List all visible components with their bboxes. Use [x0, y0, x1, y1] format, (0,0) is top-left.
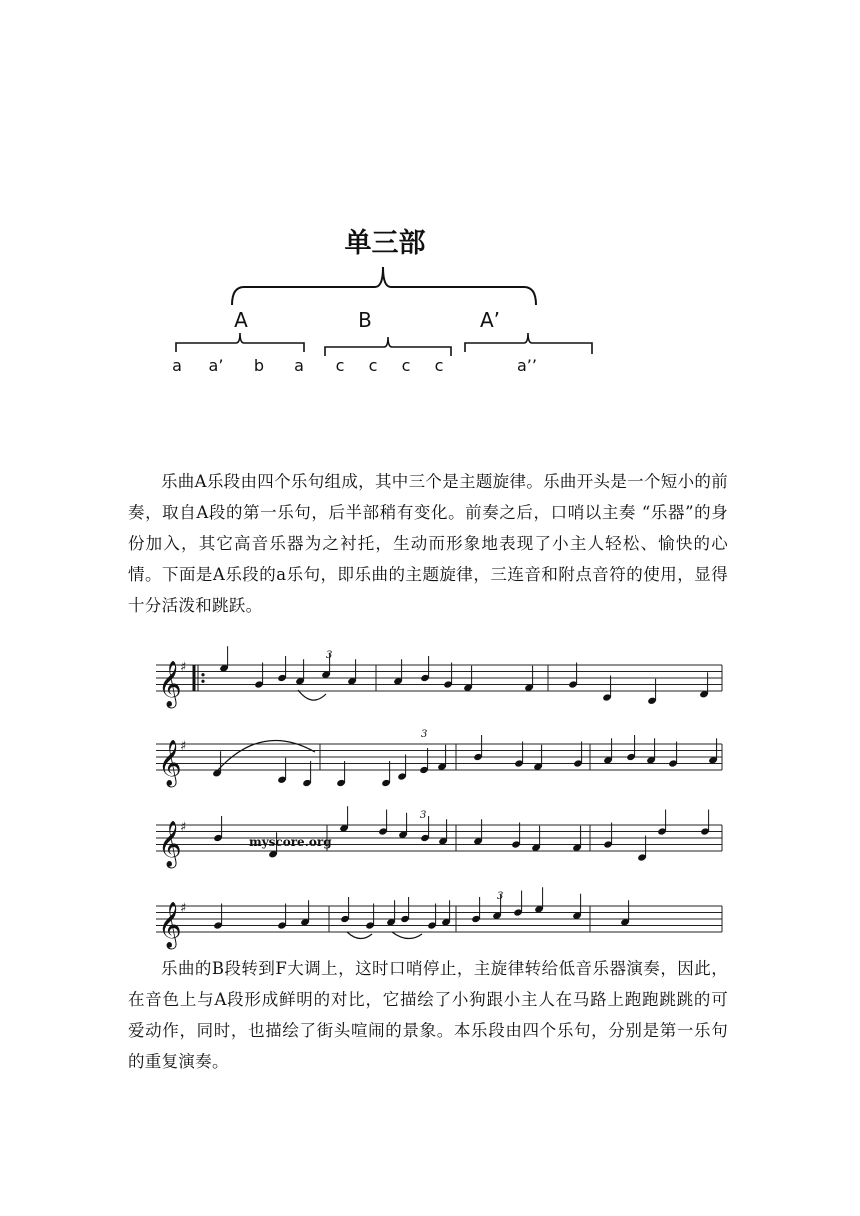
- section-label-b: B: [358, 308, 372, 332]
- phrase-label: c: [434, 356, 444, 375]
- phrase-label: c: [335, 356, 345, 375]
- sharp-icon: ♯: [180, 820, 187, 835]
- treble-clef-icon: 𝄞: [158, 821, 182, 867]
- triplet-mark: 3: [421, 729, 428, 740]
- repeat-dot: [201, 680, 204, 683]
- slur: [392, 932, 422, 939]
- triplet-mark: 3: [420, 810, 427, 821]
- slur: [298, 690, 326, 700]
- triplet-mark: 3: [497, 891, 504, 902]
- section-label-a-prime: A’: [479, 308, 501, 332]
- section-label-a: A: [234, 308, 248, 332]
- paragraph-section-b: 乐曲的B段转到F大调上，这时口哨停止，主旋律转给低音乐器演奏，因此，在音色上与A段形成鲜明的对比，它描绘了小狗跟小主人在马路上跑跑跳跳的可爱动作，同时，也描绘了街头喧闹的景象。本乐段由四个乐句，分别是第一乐句的重复演奏。: [128, 959, 728, 1071]
- treble-clef-icon: 𝄞: [158, 661, 182, 707]
- phrase-label: c: [401, 356, 411, 375]
- sharp-icon: ♯: [180, 739, 187, 754]
- phrase-label: a’’: [517, 356, 537, 375]
- treble-clef-icon: 𝄞: [158, 902, 182, 948]
- watermark-text: myscore.org: [249, 835, 332, 849]
- paragraph-section-a: 乐曲A乐段由四个乐句组成，其中三个是主题旋律。乐曲开头是一个短小的前奏，取自A段的第一乐句，后半部稍有变化。前奏之后，口哨以主奏 “乐器”的身份加入，其它高音乐器为之衬托，生动而形象地表现了小主人轻松、愉快的心情。下面是A乐段的a乐句，即乐曲的主题旋律，三连音和附点音符的使用，显得十分活泼和跳跃。: [128, 472, 728, 615]
- triplet-mark: 3: [326, 650, 333, 661]
- phrase-label: c: [368, 356, 378, 375]
- phrase-label: a’: [208, 356, 224, 375]
- slur: [347, 932, 372, 939]
- sharp-icon: ♯: [180, 901, 187, 916]
- diagram-title: 单三部: [344, 228, 426, 259]
- repeat-dot: [201, 673, 204, 676]
- treble-clef-icon: 𝄞: [158, 740, 182, 786]
- sharp-icon: ♯: [180, 660, 187, 675]
- phrase-label: a: [294, 356, 304, 375]
- phrase-label: a: [172, 356, 182, 375]
- phrase-label: b: [253, 356, 265, 375]
- slur: [218, 740, 315, 770]
